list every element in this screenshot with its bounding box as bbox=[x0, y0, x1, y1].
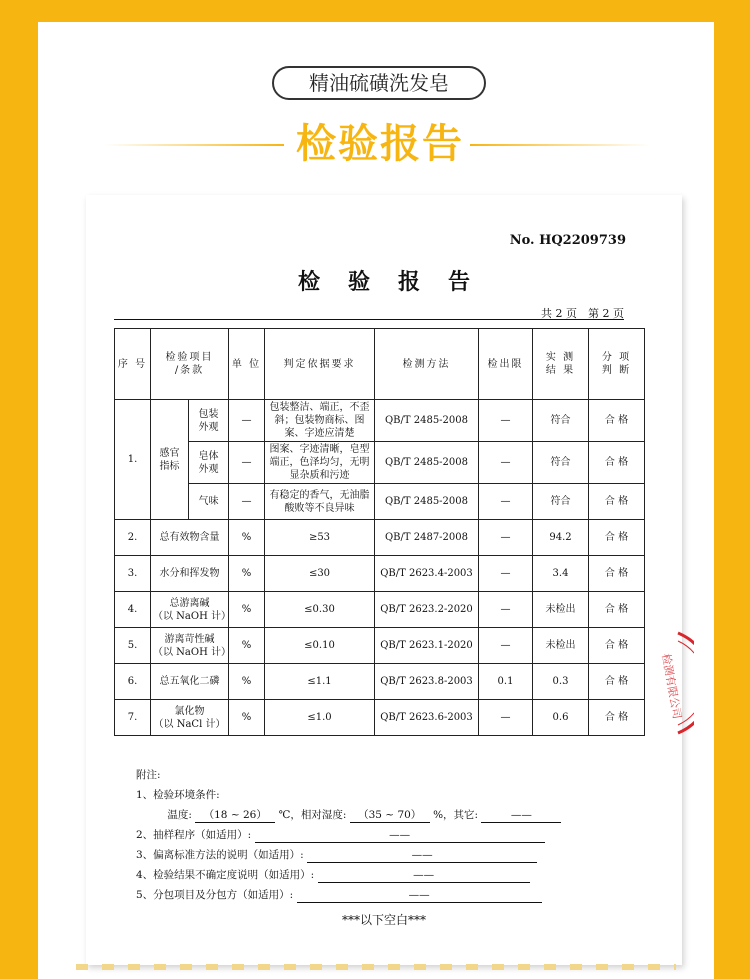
cell-item: 总游离碱 （以 NaOH 计） bbox=[151, 592, 229, 628]
cell-no: 3. bbox=[115, 556, 151, 592]
table-row bbox=[115, 556, 645, 592]
cell-limit: 0.1 bbox=[479, 664, 533, 700]
table-row bbox=[115, 628, 645, 664]
humidity-unit: %，其它: bbox=[433, 809, 479, 821]
cell-item: 总五氧化二磷 bbox=[151, 664, 229, 700]
cell-limit: — bbox=[479, 520, 533, 556]
temp-label: 温度: bbox=[167, 809, 192, 821]
cell-unit: % bbox=[229, 592, 265, 628]
cell-requirement: 有稳定的香气，无油脂酸败等不良异味 bbox=[265, 484, 375, 520]
cell-verdict: 合 格 bbox=[589, 484, 645, 520]
header-verdict: 分 项 判 断 bbox=[589, 329, 645, 400]
deviation-label: 3、偏离标准方法的说明（如适用）: bbox=[136, 849, 304, 861]
cell-result: 符合 bbox=[533, 442, 589, 484]
cell-verdict: 合 格 bbox=[589, 592, 645, 628]
cell-unit: % bbox=[229, 556, 265, 592]
notes-deviation bbox=[136, 845, 636, 865]
table-row bbox=[115, 592, 645, 628]
cell-no: 6. bbox=[115, 664, 151, 700]
cell-method: QB/T 2623.6-2003 bbox=[375, 700, 479, 736]
report-number: No. HQ2209739 bbox=[509, 233, 626, 248]
uncertainty-value: —— bbox=[318, 868, 530, 883]
cell-item: 总有效物含量 bbox=[151, 520, 229, 556]
cell-verdict: 合 格 bbox=[589, 556, 645, 592]
cell-requirement: ≤30 bbox=[265, 556, 375, 592]
table-row bbox=[115, 520, 645, 556]
cell-unit: % bbox=[229, 628, 265, 664]
cell-result: 符合 bbox=[533, 400, 589, 442]
cell-requirement: ≥53 bbox=[265, 520, 375, 556]
deviation-value: —— bbox=[307, 848, 537, 863]
temp-value: （18 ~ 26） bbox=[195, 808, 275, 823]
cell-method: QB/T 2485-2008 bbox=[375, 484, 479, 520]
cell-item: 包装 外观 bbox=[189, 400, 229, 442]
cell-limit: — bbox=[479, 484, 533, 520]
banner-line-left bbox=[104, 144, 284, 146]
report-title: 检验报告 bbox=[297, 269, 498, 295]
cell-limit: — bbox=[479, 442, 533, 484]
cell-limit: — bbox=[479, 556, 533, 592]
uncertainty-label: 4、检验结果不确定度说明（如适用）: bbox=[136, 869, 315, 881]
cell-unit: — bbox=[229, 400, 265, 442]
cell-method: QB/T 2623.2-2020 bbox=[375, 592, 479, 628]
subcontract-value: —— bbox=[297, 888, 542, 903]
cell-method: QB/T 2623.1-2020 bbox=[375, 628, 479, 664]
cell-verdict: 合 格 bbox=[589, 664, 645, 700]
cell-result: 94.2 bbox=[533, 520, 589, 556]
cell-method: QB/T 2623.8-2003 bbox=[375, 664, 479, 700]
header-method: 检测方法 bbox=[375, 329, 479, 400]
table-row bbox=[115, 400, 645, 442]
table-row bbox=[115, 442, 645, 484]
banner-line-right bbox=[470, 144, 650, 146]
stamp-text: 检测有限公司 bbox=[659, 652, 684, 721]
cell-requirement: ≤0.10 bbox=[265, 628, 375, 664]
header-limit: 检出限 bbox=[479, 329, 533, 400]
header-result: 实 测 结 果 bbox=[533, 329, 589, 400]
cell-method: QB/T 2623.4-2003 bbox=[375, 556, 479, 592]
cell-no: 4. bbox=[115, 592, 151, 628]
notes-env-values bbox=[136, 805, 636, 825]
cell-verdict: 合 格 bbox=[589, 520, 645, 556]
header-rule bbox=[114, 319, 624, 320]
cell-item: 气味 bbox=[189, 484, 229, 520]
humidity-value: （35 ~ 70） bbox=[350, 808, 430, 823]
cell-item: 皂体 外观 bbox=[189, 442, 229, 484]
notes-section bbox=[136, 765, 636, 905]
cell-result: 3.4 bbox=[533, 556, 589, 592]
header-unit: 单 位 bbox=[229, 329, 265, 400]
temp-unit: ℃，相对湿度: bbox=[278, 809, 347, 821]
cell-limit: — bbox=[479, 400, 533, 442]
cell-limit: — bbox=[479, 628, 533, 664]
cell-result: 未检出 bbox=[533, 592, 589, 628]
end-of-report: ***以下空白*** bbox=[341, 913, 426, 927]
cell-unit: — bbox=[229, 484, 265, 520]
cell-item: 游离苛性碱 （以 NaOH 计） bbox=[151, 628, 229, 664]
cell-requirement: ≤1.0 bbox=[265, 700, 375, 736]
banner bbox=[0, 118, 750, 170]
cell-no: 1. bbox=[115, 400, 151, 520]
cell-no: 5. bbox=[115, 628, 151, 664]
cell-verdict: 合 格 bbox=[589, 700, 645, 736]
cell-limit: — bbox=[479, 592, 533, 628]
cell-verdict: 合 格 bbox=[589, 628, 645, 664]
table-row bbox=[115, 700, 645, 736]
cell-requirement: 包装整洁、端正，不歪斜；包装物商标、图案、字迹应清楚 bbox=[265, 400, 375, 442]
cell-verdict: 合 格 bbox=[589, 442, 645, 484]
cell-no: 2. bbox=[115, 520, 151, 556]
cell-unit: % bbox=[229, 700, 265, 736]
report-paper bbox=[86, 195, 682, 965]
bottom-dashes bbox=[76, 964, 676, 970]
header-no: 序 号 bbox=[115, 329, 151, 400]
notes-env: 1、检验环境条件: bbox=[136, 789, 220, 801]
cell-method: QB/T 2485-2008 bbox=[375, 442, 479, 484]
cell-item: 氯化物 （以 NaCl 计） bbox=[151, 700, 229, 736]
red-seal-stamp bbox=[618, 627, 694, 739]
notes-subcontract bbox=[136, 885, 636, 905]
notes-sampling bbox=[136, 825, 636, 845]
other-value: —— bbox=[481, 808, 561, 823]
header-requirement: 判定依据要求 bbox=[265, 329, 375, 400]
cell-method: QB/T 2487-2008 bbox=[375, 520, 479, 556]
cell-method: QB/T 2485-2008 bbox=[375, 400, 479, 442]
notes-uncertainty bbox=[136, 865, 636, 885]
banner-title: 检验报告 bbox=[296, 121, 464, 167]
sampling-label: 2、抽样程序（如适用）: bbox=[136, 829, 252, 841]
cell-requirement: ≤0.30 bbox=[265, 592, 375, 628]
cell-unit: — bbox=[229, 442, 265, 484]
notes-heading: 附注: bbox=[136, 769, 161, 781]
cell-no: 7. bbox=[115, 700, 151, 736]
header-item: 检验项目 /条款 bbox=[151, 329, 229, 400]
cell-limit: — bbox=[479, 700, 533, 736]
cell-result: 未检出 bbox=[533, 628, 589, 664]
page-indicator: 共 2 页 第 2 页 bbox=[541, 307, 624, 320]
table-row bbox=[115, 664, 645, 700]
table-row bbox=[115, 484, 645, 520]
cell-result: 符合 bbox=[533, 484, 589, 520]
cell-group: 感官 指标 bbox=[151, 400, 189, 520]
cell-unit: % bbox=[229, 520, 265, 556]
subcontract-label: 5、分包项目及分包方（如适用）: bbox=[136, 889, 294, 901]
results-table bbox=[114, 328, 645, 736]
cell-result: 0.6 bbox=[533, 700, 589, 736]
cell-unit: % bbox=[229, 664, 265, 700]
cell-result: 0.3 bbox=[533, 664, 589, 700]
product-name-pill: 精油硫磺洗发皂 bbox=[272, 66, 486, 100]
table-header-row bbox=[115, 329, 645, 400]
sampling-value: —— bbox=[255, 828, 545, 843]
cell-requirement: 图案、字迹清晰，皂型端正，色泽均匀，无明显杂质和污迹 bbox=[265, 442, 375, 484]
cell-requirement: ≤1.1 bbox=[265, 664, 375, 700]
cell-item: 水分和挥发物 bbox=[151, 556, 229, 592]
cell-verdict: 合 格 bbox=[589, 400, 645, 442]
